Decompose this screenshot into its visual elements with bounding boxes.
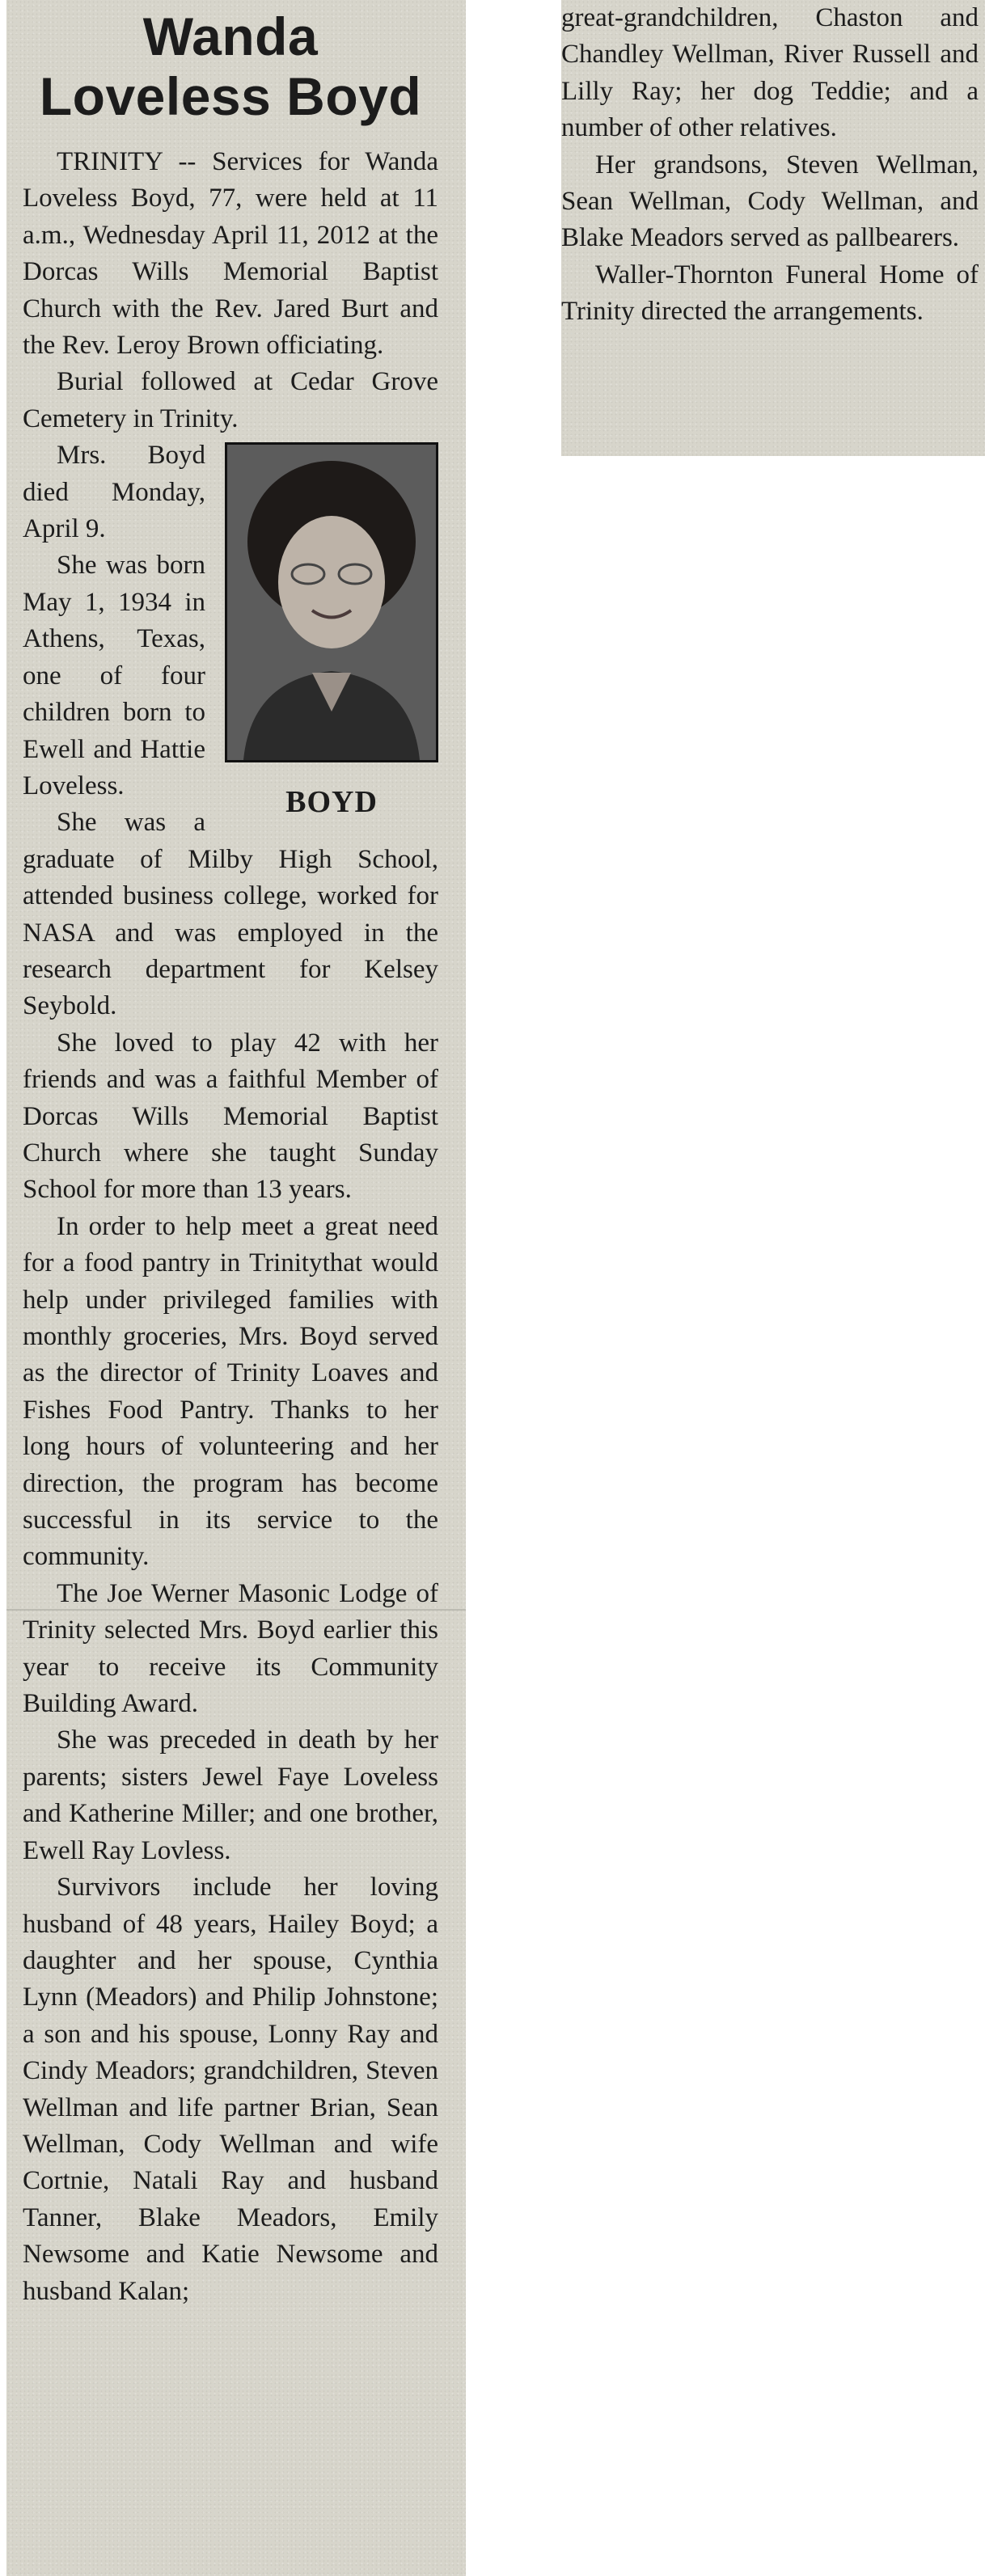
headline-line-1: Wanda bbox=[142, 6, 319, 66]
paragraph-award: The Joe Werner Masonic Lodge of Trinity selected Mrs. Boyd earlier this year to receive its Community Building Award. bbox=[23, 1578, 438, 1719]
obituary-headline bbox=[23, 6, 438, 126]
portrait-image bbox=[227, 445, 436, 760]
obituary-main-column bbox=[23, 6, 438, 2310]
paragraph-born: She was born May 1, 1934 in Athens, Texas, one of four children born to Ewell and Hattie Loveless. bbox=[23, 551, 205, 800]
paragraph-died: Mrs. Boyd died Monday, April 9. bbox=[23, 441, 205, 544]
paragraph-funeral-home: Waller-Thornton Funeral Home of Trinity directed the arrangements. bbox=[561, 260, 979, 327]
paragraph-pallbearers: Her grandsons, Steven Wellman, Sean Wellman, Cody Wellman, and Blake Meadors served as pallbearers. bbox=[561, 150, 979, 253]
paragraph-education: She was a graduate of Milby High School, attended business college, worked for NASA and was employed in the research department for Kelsey Seybold. bbox=[23, 808, 438, 1021]
paragraph-survivors: Survivors include her loving husband of 48 years, Hailey Boyd; a daughter and her spouse, Cynthia Lynn (Meadors) and Philip Johnstone; a son and his spouse, Lonny Ray and Cindy Meadors; grandchildren, Steven Wellman and life partner Brian, Sean Wellman, Cody Wellman and wife Cortnie, Natali Ray and husband Tanner, Blake Meadors, Emily Newsome and Katie Newsome and husband Kalan; bbox=[23, 1873, 438, 2306]
portrait-figure bbox=[225, 442, 438, 821]
paragraph-services: TRINITY -- Services for Wanda Loveless Boyd, 77, were held at 11 a.m., Wednesday April 11, 2012 at the Dorcas Wills Memorial Baptist Church with the Rev. Jared Burt and the Rev. Leroy Brown officiating. bbox=[23, 147, 438, 361]
portrait-photo bbox=[225, 442, 438, 762]
portrait-caption: BOYD bbox=[285, 785, 378, 820]
paragraph-church: She loved to play 42 with her friends and was a faithful Member of Dorcas Wills Memorial Baptist Church where she taught Sunday School for more than 13 years. bbox=[23, 1028, 438, 1205]
paragraph-burial: Burial followed at Cedar Grove Cemetery in Trinity. bbox=[23, 367, 438, 433]
paragraph-food-pantry: In order to help meet a great need for a food pantry in Trinitythat would help under privileged families with monthly groceries, Mrs. Boyd served as the director of Trinity Loaves and Fishes Food Pantry. Thanks to her long hours of volunteering and her direction, the program has become successful in its service to the community. bbox=[23, 1211, 438, 1572]
blank-area bbox=[607, 477, 985, 2576]
headline-line-2: Loveless Boyd bbox=[39, 66, 422, 126]
paragraph-great-grandchildren: great-grandchildren, Chaston and Chandley Wellman, River Russell and Lilly Ray; her dog Teddie; and a number of other relatives. bbox=[561, 3, 979, 143]
paragraph-preceded: She was preceded in death by her parents; sisters Jewel Faye Loveless and Katherine Miller; and one brother, Ewell Ray Lovless. bbox=[23, 1725, 438, 1865]
obituary-continuation-column bbox=[561, 0, 979, 331]
